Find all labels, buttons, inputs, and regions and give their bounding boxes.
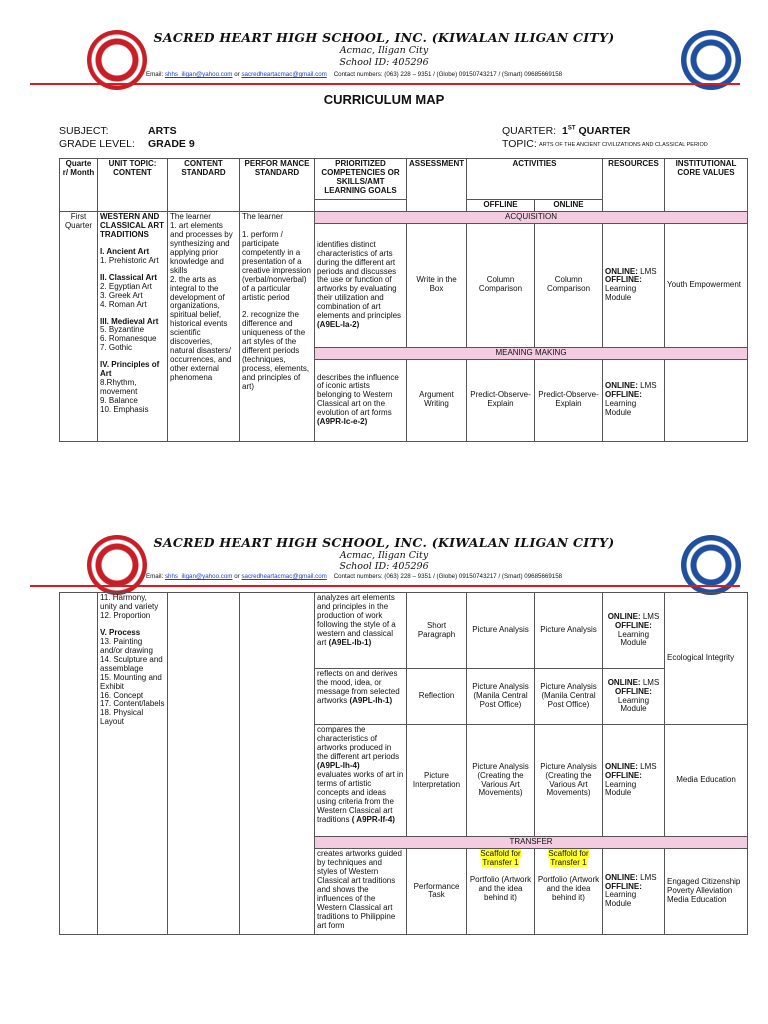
unit-topic-cell: WESTERN AND CLASSICAL ART TRADITIONS I. Ancient Art 1. Prehistoric Art II. Classical Art 2. Egyptian Art 3. Greek Art 4. Roman Art III. Medieval Art 5. Byzantine 6. Romanesque 7. Gothic IV. Principles of Art 8.Rhythm, movement 9. Balance 10. Emphasis [98,211,168,441]
contact-line: Email: shhs_iligan@yahoo.com or sacredheartacmac@gmail.com Contact numbers: (063) 228 – 9351 / (Globe) 09150743217 / (Smart) 09685669158 [146,71,563,78]
school-name: SACRED HEART HIGH SCHOOL, INC. (KIWALAN ILIGAN CITY) [153,30,615,45]
core-value-cell: Engaged Citizenship Poverty Alleviation Media Education [665,848,748,934]
assessment-cell: Reflection [407,669,467,725]
offline-activity-cell: Predict-Observe-Explain [467,359,535,441]
email-link-2[interactable]: sacredheartacmac@gmail.com [241,573,327,580]
th-offline: OFFLINE [467,200,535,212]
online-activity-cell: Predict-Observe-Explain [535,359,603,441]
curriculum-table-1 [59,158,748,442]
page-2 [0,515,768,1024]
competency-cell: compares the characteristics of artworks produced in the different art periods (A9PL-Ih-4) evaluates works of art in terms of artistic concepts and ideas using criteria from the Western Classical art traditions ( A9PR-If-4) [315,725,407,837]
th-performance-standard: PERFOR MANCE STANDARD [240,159,315,212]
th-competencies: PRIORITIZED COMPETENCIES OR SKILLS/AMT LEARNING GOALS [315,159,407,200]
resources-cell: ONLINE: LMS OFFLINE: Learning Module [603,359,665,441]
subject-label: SUBJECT: [59,125,109,137]
core-value-cell [665,359,748,441]
competency-cell: reflects on and derives the mood, idea, or message from selected artworks (A9PL-Ih-1) [315,669,407,725]
resources-cell: ONLINE: LMS OFFLINE: Learning Module [603,669,665,725]
curriculum-table-2 [59,592,748,935]
school-address: Acmac, Iligan City [339,550,429,561]
offline-activity-cell: Picture Analysis [467,593,535,669]
resources-cell: ONLINE: LMS OFFLINE: Learning Module [603,848,665,934]
quarter-value: 1ST QUARTER [562,125,631,137]
phase-meaning-making: MEANING MAKING [315,347,748,359]
offline-activity-cell: Picture Analysis (Creating the Various Art Movements) [467,725,535,837]
th-activities: ACTIVITIES [467,159,603,200]
online-activity-cell: Picture Analysis [535,593,603,669]
assessment-cell: Argument Writing [407,359,467,441]
school-address: Acmac, Iligan City [339,45,429,56]
th-quarter: Quarte r/ Month [60,159,98,212]
school-name: SACRED HEART HIGH SCHOOL, INC. (KIWALAN ILIGAN CITY) [153,535,615,550]
offline-activity-cell: Scaffold for Transfer 1 Portfolio (Artwork and the idea behind it) [467,848,535,934]
topic-label: TOPIC: [502,138,537,150]
assessment-cell: Short Paragraph [407,593,467,669]
online-activity-cell: Column Comparison [535,223,603,347]
email-link-1[interactable]: shhs_iligan@yahoo.com [164,573,233,580]
grade-label: GRADE LEVEL: [59,138,135,150]
offline-activity-cell: Column Comparison [467,223,535,347]
performance-standard-cell: The learner 1. perform / participate competently in a presentation of a creative impression (verbal/nonverbal) of a particular artistic period 2. recognize the difference and uniqueness of the art styles of the different periods (techniques, process, elements, and principles of art) [240,211,315,441]
competency-cell: describes the influence of iconic artists belonging to Western Classical art on the evolution of art forms (A9PR-Ic-e-2) [315,359,407,441]
contact-numbers: Contact numbers: (063) 228 – 9351 / (Globe) 09150743217 / (Smart) 09685669158 [333,573,563,580]
email-link-2[interactable]: sacredheartacmac@gmail.com [241,71,327,78]
assessment-cell: Write in the Box [407,223,467,347]
quarter-cell: First Quarter [60,211,98,441]
phase-acquisition: ACQUISITION [315,211,748,223]
th-resources: RESOURCES [603,159,665,212]
header-divider [30,83,740,85]
unit-topic-cell: 11. Harmony, unity and variety 12. Proportion V. Process 13. Painting and/or drawing 14. Sculpture and assemblage 15. Mounting and Exhibit 16. Concept 17. Content/labels 18. Physical Layout [98,593,168,935]
grade-value: GRADE 9 [148,138,195,150]
offline-activity-cell: Picture Analysis (Manila Central Post Office) [467,669,535,725]
topic-value: ARTS OF THE ANCIENT CIVILIZATIONS AND CLASSICAL PERIOD [539,142,708,148]
th-assessment: ASSESSMENT [407,159,467,212]
phase-transfer: TRANSFER [315,837,748,849]
contact-numbers: Contact numbers: (063) 228 – 9351 / (Globe) 09150743217 / (Smart) 09685669158 [333,71,563,78]
core-value-cell: Ecological Integrity [665,593,748,725]
contact-line: Email: shhs_iligan@yahoo.com or sacredheartacmac@gmail.com Contact numbers: (063) 228 – 9351 / (Globe) 09150743217 / (Smart) 09685669158 [146,573,563,580]
online-activity-cell: Picture Analysis (Manila Central Post Office) [535,669,603,725]
competency-cell: identifies distinct characteristics of arts during the different art periods and discusses the use or function of artworks by evaluating their utilization and combination of art elements and principles (A9EL-Ia-2) [315,223,407,347]
quarter-label: QUARTER: [502,125,557,137]
th-core-values: INSTITUTIONAL CORE VALUES [665,159,748,212]
header-divider [30,585,740,587]
email-link-1[interactable]: shhs_iligan@yahoo.com [164,71,233,78]
resources-cell: ONLINE: LMS OFFLINE: Learning Module [603,593,665,669]
competency-cell: analyzes art elements and principles in the production of work following the style of a western and classical art (A9EL-Ib-1) [315,593,407,669]
th-content-standard: CONTENT STANDARD [168,159,240,212]
th-unit-topic: UNIT TOPIC: CONTENT [98,159,168,212]
core-value-cell: Media Education [665,725,748,837]
content-standard-cell: The learner 1. art elements and processes by synthesizing and applying prior knowledge and skills 2. the arts as integral to the development of organizations, spiritual belief, historical events scientific discoveries, natural disasters/ occurrences, and other external phenomena [168,211,240,441]
assessment-cell: Performance Task [407,848,467,934]
page-title: CURRICULUM MAP [323,92,445,107]
assessment-cell: Picture Interpretation [407,725,467,837]
core-value-cell: Youth Empowerment [665,223,748,347]
online-activity-cell: Scaffold for Transfer 1 Portfolio (Artwork and the idea behind it) [535,848,603,934]
resources-cell: ONLINE: LMS OFFLINE: Learning Module [603,223,665,347]
online-activity-cell: Picture Analysis (Creating the Various Art Movements) [535,725,603,837]
subject-value: ARTS [148,125,177,137]
competency-cell: creates artworks guided by techniques and styles of Western Classical art traditions and shows the influences of the Western Classical art traditions to Philippine art form [315,848,407,934]
page-1 [0,0,768,500]
school-id: School ID: 405296 [339,57,429,68]
th-online: ONLINE [535,200,603,212]
school-id: School ID: 405296 [339,561,429,572]
resources-cell: ONLINE: LMS OFFLINE: Learning Module [603,725,665,837]
